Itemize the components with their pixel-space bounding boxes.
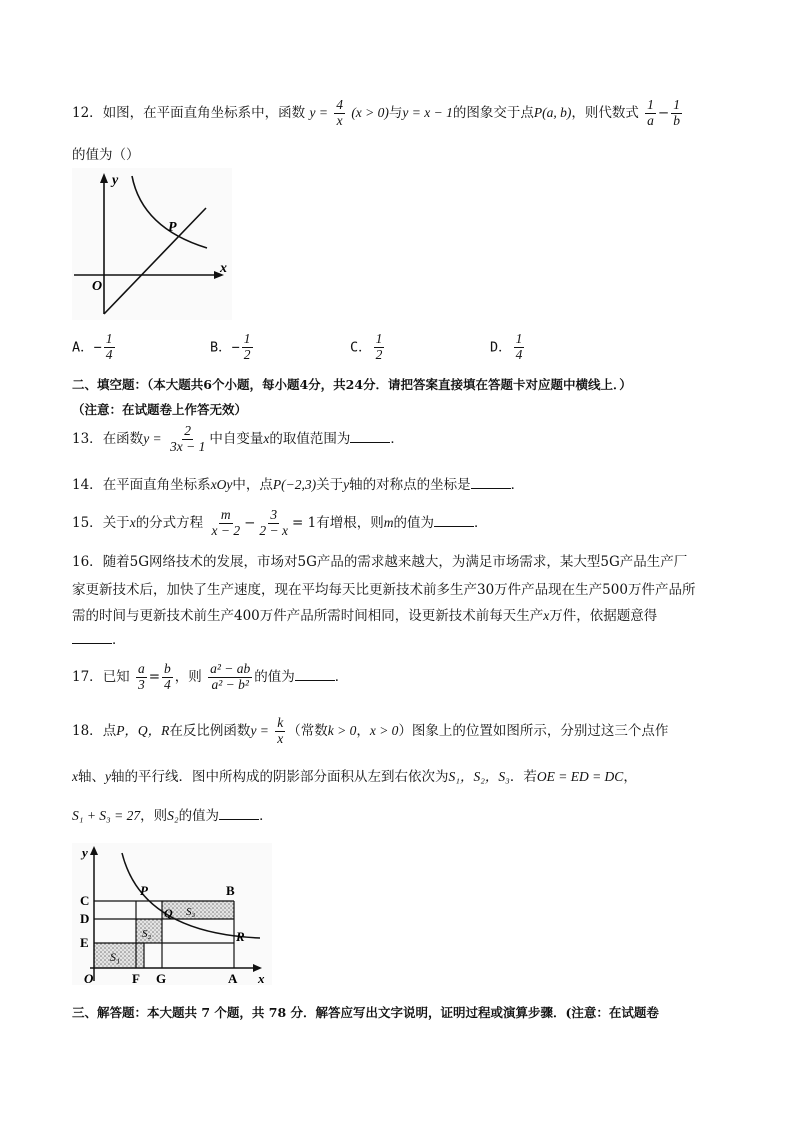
q18-label-c: C bbox=[80, 893, 90, 908]
q18-line1: 18．点P，Q，R在反比例函数y = $\frac{k}{x}$ （常数k > 0，x > 0）图象上的位置如图所示，分别过这三个点作 bbox=[72, 715, 669, 746]
q18-label-s3: S₃ bbox=[186, 906, 196, 918]
q18-line3: S₁ + S₃ = 27，则S₂的值为 ． bbox=[72, 808, 273, 824]
q18-region-s3 bbox=[162, 901, 234, 919]
section2-title: 二、填空题：（本大题共6个小题，每小题4分，共24分．请把答案直接填在答题卡对应题中横线上．） bbox=[72, 377, 632, 392]
q18-label-o: O bbox=[84, 971, 94, 985]
q12-option-b[interactable]: B．− $\frac{1}{2}$ bbox=[210, 331, 251, 362]
q16-line1: 16．随着5G网络技术的发展，市场对5G产品的需求越来越大，为满足市场需求，某大型5G产品生产厂 bbox=[72, 554, 688, 570]
q14-answer-blank[interactable] bbox=[471, 476, 511, 489]
q16-line2: 家更新技术后，加快了生产速度，现在平均每天比更新技术前多生产30万件产品现在生产500万件产品所 bbox=[72, 582, 696, 598]
q17: 17．已知 $\frac{a}{3}$ = $\frac{b}{4}$ ，则 $\frac{\text{a² − ab}}{\text{a² − b²}}$ 的值为 ． bbox=[72, 661, 349, 692]
q18-label-d: D bbox=[80, 911, 90, 926]
q16-line3: 需的时间与更新技术前生产400万件产品所需时间相同，设更新技术前每天生产x万件，依据题意得 bbox=[72, 608, 658, 624]
q13-answer-blank[interactable] bbox=[350, 430, 390, 443]
q18-line2: x轴、y轴的平行线．图中所构成的阴影部分面积从左到右依次为S₁，S₂，S₃．若OE = ED = DC， bbox=[72, 769, 637, 785]
q15: 15．关于x的分式方程 $\frac{m}{x - 2}$ − $\frac{3}{2 - x}$ = 1有增根，则m的值为 ． bbox=[72, 507, 488, 538]
q15-answer-blank[interactable] bbox=[434, 514, 474, 527]
q12-line1: 12．如图，在平面直角坐标系中，函数 y = $\frac{4}{x}$ (x > 0)与y = x − 1的图象交于点P(a, b)，则代数式 $\frac{1}{a}$ − $\frac{1}{b}$ bbox=[72, 97, 680, 128]
q18-answer-blank[interactable] bbox=[219, 807, 259, 820]
q16-line4: ． bbox=[72, 628, 126, 648]
q18-label-f: F bbox=[132, 971, 140, 985]
q18-label-g: G bbox=[156, 971, 167, 985]
q12-frac-4-over-x: $\frac{4}{x}$ bbox=[336, 97, 344, 128]
q13: 13．在函数y = $\frac{2}{3x - 1}$ 中自变量x的取值范围为 ． bbox=[72, 423, 404, 454]
q12-option-a[interactable]: A．− $\frac{1}{4}$ bbox=[72, 331, 113, 362]
q18-label-q: Q bbox=[164, 906, 173, 920]
q12-label-x: x bbox=[220, 261, 227, 276]
q12-line2: 的值为（） bbox=[72, 147, 140, 163]
q18-label-s1: S₁ bbox=[110, 950, 121, 964]
section2-note: （注意：在试题卷上作答无效） bbox=[72, 402, 248, 417]
q18-label-p: P bbox=[140, 883, 148, 898]
q18-graph bbox=[72, 843, 272, 985]
q12-label-p: P bbox=[168, 220, 177, 235]
q12-option-d[interactable]: D． $\frac{1}{4}$ bbox=[490, 331, 523, 362]
q18-label-a: A bbox=[228, 971, 238, 985]
section3-title: 三、解答题：本大题共 7 个题，共 78 分．解答应写出文字说明，证明过程或演算步骤．(注意：在试题卷 bbox=[72, 1005, 659, 1020]
q18-label-x: x bbox=[258, 971, 265, 985]
q16-answer-blank[interactable] bbox=[72, 631, 112, 644]
q18-label-s2: S₂ bbox=[142, 928, 152, 940]
q12-graph bbox=[72, 168, 232, 320]
q12-option-c[interactable]: C． $\frac{1}{2}$ bbox=[350, 331, 383, 362]
q18-label-r: R bbox=[236, 929, 245, 944]
q12-label-o: O bbox=[92, 279, 103, 294]
q14: 14．在平面直角坐标系xOy中，点P(−2,3)关于y轴的对称点的坐标是 ． bbox=[72, 477, 525, 493]
q18-label-b: B bbox=[226, 883, 235, 898]
q18-label-y: y bbox=[82, 845, 88, 860]
q17-answer-blank[interactable] bbox=[295, 668, 335, 681]
q18-label-e: E bbox=[80, 935, 89, 950]
q12-label-y: y bbox=[112, 173, 119, 188]
